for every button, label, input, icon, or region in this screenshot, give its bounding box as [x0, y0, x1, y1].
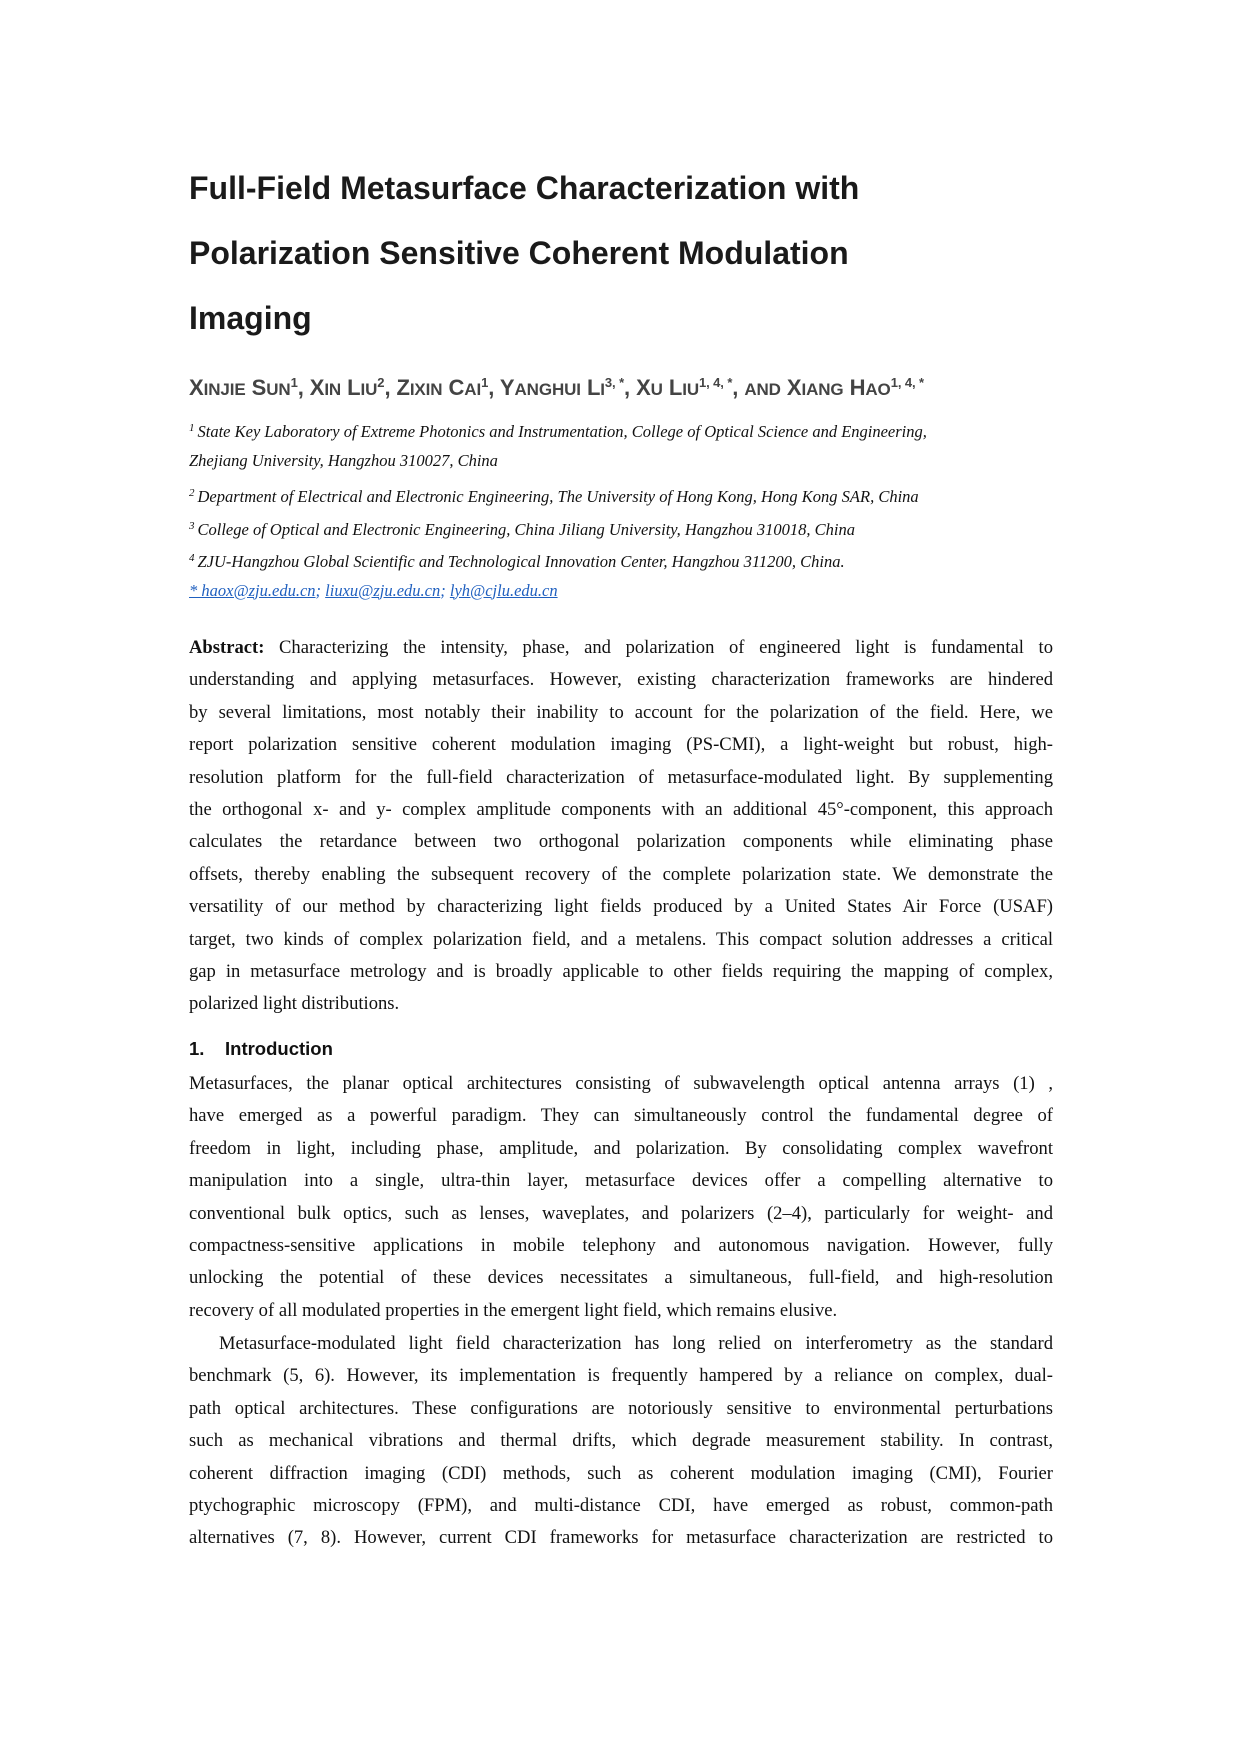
paragraph-line: Metasurfaces, the planar optical architectures consisting of subwavelength optical antenna arrays (1) ,	[189, 1073, 1053, 1094]
abstract-label: Abstract:	[189, 637, 265, 658]
abstract-line: the orthogonal x- and y- complex amplitude components with an additional 45°-component, this approach	[189, 798, 1053, 820]
paragraph-line: recovery of all modulated properties in the emergent light field, which remains elusive.	[189, 1299, 838, 1321]
affiliation-1: $^1$ State Key Laboratory of Extreme Photonics and Instrumentation, College of Optical Science and Engineering,	[189, 422, 927, 441]
affiliation-4: $^4$ ZJU-Hangzhou Global Scientific and Technological Innovation Center, Hangzhou 311200, China.	[189, 552, 845, 571]
paragraph-line: have emerged as a powerful paradigm. They can simultaneously control the fundamental degree of	[189, 1105, 1053, 1127]
abstract-line: Abstract: Characterizing the intensity, phase, and polarization of engineered light is fundamental to	[189, 637, 1053, 658]
abstract-line: understanding and applying metasurfaces. However, existing characterization frameworks are hindered	[189, 669, 1053, 691]
author-list: XINJIE SUN$^1$, XIN LIU$^2$, ZIXIN CAI$^1$, YANGHUI $LI^{3, *}$, XU $LIU^{1, 4, *}$, AND XIANG $HAO^{1, 4, *}$	[189, 375, 924, 400]
title-line: Full-Field Metasurface Characterization with	[189, 170, 860, 206]
paper-title	[189, 156, 1053, 351]
email-link[interactable]: * haox@zju.edu.cn	[189, 580, 316, 600]
paragraph-line: alternatives (7, 8). However, current CDI frameworks for metasurface characterization are restricted to	[189, 1527, 1053, 1549]
abstract-line: target, two kinds of complex polarization field, and a metalens. This compact solution addresses a critical	[189, 928, 1053, 950]
title-line: Polarization Sensitive Coherent Modulation	[189, 235, 849, 271]
abstract-line: gap in metasurface metrology and is broadly applicable to other fields requiring the mapping of complex,	[189, 960, 1053, 982]
email-link[interactable]: liuxu@zju.edu.cn	[325, 580, 441, 600]
paragraph-line: compactness-sensitive applications in mobile telephony and autonomous navigation. However, fully	[189, 1234, 1053, 1256]
paragraph-line: such as mechanical vibrations and thermal drifts, which degrade measurement stability. In contrast,	[189, 1430, 1053, 1452]
author: XU $LIU^{1, 4, *}$	[636, 375, 733, 400]
abstract	[189, 632, 1053, 1021]
author-and: AND	[744, 380, 781, 399]
affiliation-1-cont: Zhejiang University, Hangzhou 310027, China	[189, 450, 498, 470]
abstract-line: offsets, thereby enabling the subsequent recovery of the complete polarization state. We demonstrate the	[189, 863, 1053, 885]
intro-paragraph-1	[189, 1068, 1053, 1327]
paragraph-line: coherent diffraction imaging (CDI) methods, such as coherent modulation imaging (CMI), Fourier	[189, 1462, 1053, 1484]
email-list: * haox@zju.edu.cn; liuxu@zju.edu.cn; lyh@cjlu.edu.cn	[189, 580, 558, 600]
intro-paragraph-2	[189, 1328, 1053, 1555]
paragraph-line: freedom in light, including phase, amplitude, and polarization. By consolidating complex wavefront	[189, 1137, 1053, 1159]
affiliation-2: $^2$ Department of Electrical and Electronic Engineering, The University of Hong Kong, Hong Kong SAR, China	[189, 487, 919, 506]
section-title: Introduction	[225, 1038, 333, 1059]
title-line: Imaging	[189, 300, 312, 336]
paragraph-line: ptychographic microscopy (FPM), and multi-distance CDI, have emerged as robust, common-path	[189, 1494, 1053, 1516]
paragraph-line: path optical architectures. These configurations are notoriously sensitive to environmental perturbations	[189, 1397, 1053, 1419]
affiliation-3: $^3$ College of Optical and Electronic Engineering, China Jiliang University, Hangzhou 310018, China	[189, 519, 855, 539]
affiliations	[189, 412, 1053, 607]
paragraph-line: benchmark (5, 6). However, its implementation is frequently hampered by a reliance on complex, dual-	[189, 1365, 1053, 1387]
section-heading	[189, 1034, 1053, 1064]
abstract-line: polarized light distributions.	[189, 993, 400, 1015]
abstract-line: report polarization sensitive coherent modulation imaging (PS-CMI), a light-weight but robust, high-	[189, 734, 1053, 756]
paragraph-line: unlocking the potential of these devices necessitates a simultaneous, full-field, and high-resolution	[189, 1267, 1053, 1289]
abstract-line: calculates the retardance between two orthogonal polarization components while eliminating phase	[189, 831, 1053, 853]
author: YANGHUI $LI^{3, *}$	[499, 375, 625, 400]
paragraph-line: manipulation into a single, ultra-thin layer, metasurface devices offer a compelling alternative to	[189, 1170, 1053, 1192]
author: ZIXIN CAI$^1$	[396, 375, 489, 400]
abstract-line: versatility of our method by characterizing light fields produced by a United States Air Force (USAF)	[189, 896, 1053, 918]
author: XIANG $HAO^{1, 4, *}$	[786, 375, 924, 400]
paragraph-line: Metasurface-modulated light field characterization has long relied on interferometry as the standard	[219, 1333, 1053, 1354]
section-number: 1.	[189, 1038, 205, 1059]
paragraph-line: conventional bulk optics, such as lenses, waveplates, and polarizers (2–4), particularly for weight- and	[189, 1202, 1053, 1224]
email-link[interactable]: lyh@cjlu.edu.cn	[449, 580, 558, 600]
abstract-line: resolution platform for the full-field characterization of metasurface-modulated light. By supplementing	[189, 766, 1053, 788]
abstract-line: by several limitations, most notably their inability to account for the polarization of the field. Here, we	[189, 701, 1053, 723]
author: XIN LIU$^2$	[309, 375, 385, 400]
author: XINJIE SUN$^1$	[189, 375, 298, 400]
